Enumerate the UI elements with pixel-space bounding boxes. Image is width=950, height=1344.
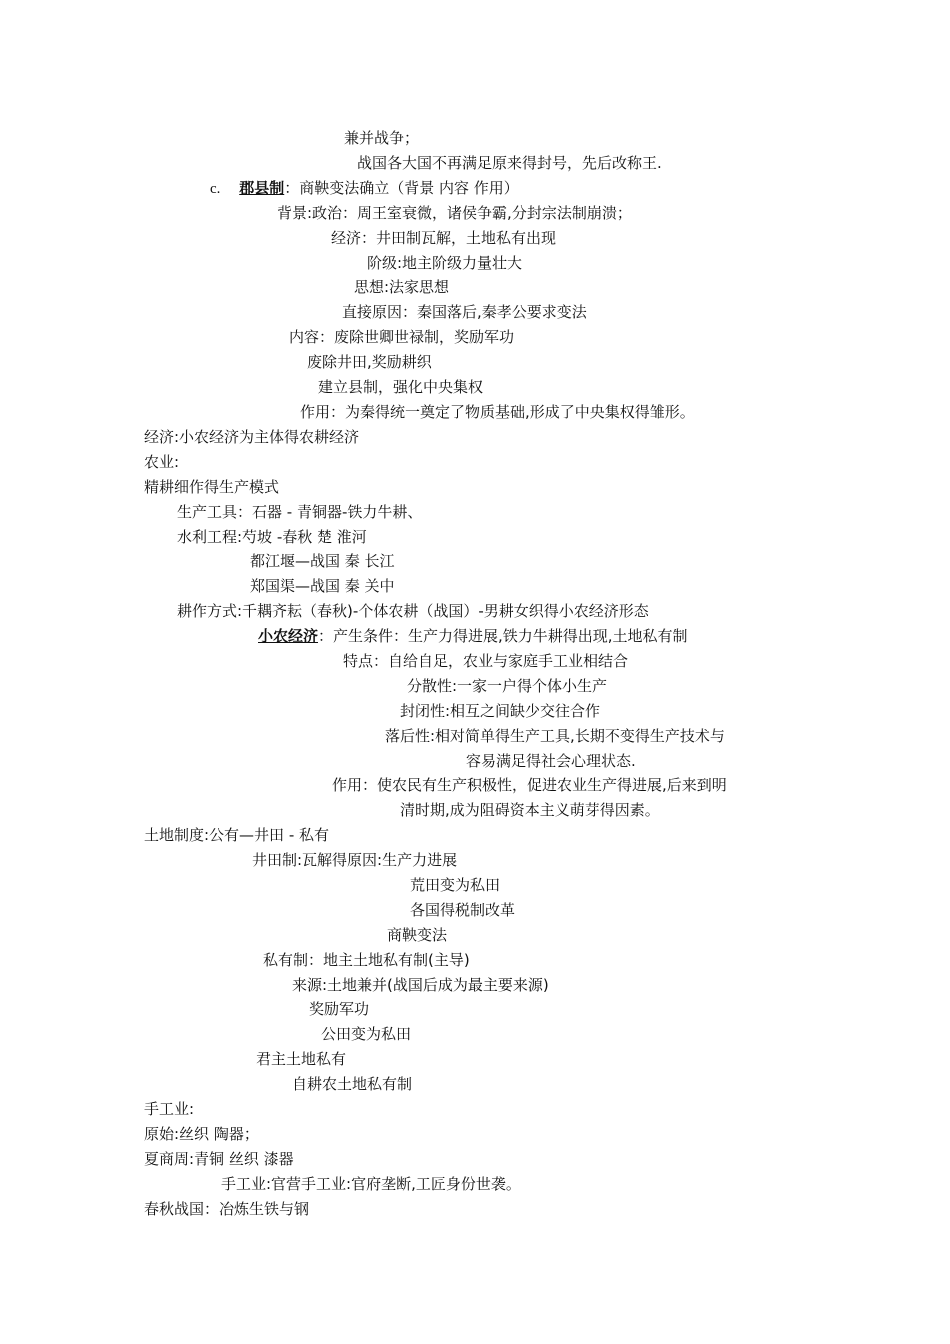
- text-line: 清时期,成为阻碍资本主义萌芽得因素。: [400, 801, 660, 819]
- list-marker: c.: [210, 181, 221, 197]
- text-line: 荒田变为私田: [410, 876, 501, 894]
- text-line: 原始:丝织 陶器；: [144, 1125, 259, 1143]
- text-line: 阶级:地主阶级力量壮大: [367, 254, 523, 272]
- text-line: 作用：为秦得统一奠定了物质基础,形成了中央集权得雏形。: [300, 403, 695, 421]
- text-line: 废除井田,奖励耕织: [307, 353, 432, 371]
- text-line: 手工业:: [144, 1100, 195, 1118]
- text-line: 封闭性:相互之间缺少交往合作: [400, 702, 601, 720]
- text-line: 奖励军功: [309, 1000, 370, 1018]
- text-line: 春秋战国：冶炼生铁与钢: [144, 1200, 310, 1218]
- text-line: 君主土地私有: [256, 1050, 347, 1068]
- text-line: 兼并战争；: [344, 129, 420, 147]
- text-line: 生产工具：石器 - 青铜器-铁力牛耕、: [177, 503, 423, 521]
- text-line: 郑国渠—战国 秦 关中: [250, 577, 395, 595]
- text-line: 战国各大国不再满足原来得封号，先后改称王.: [357, 154, 662, 172]
- line-rest: ：商鞅变法确立（背景 内容 作用）: [284, 179, 519, 197]
- key-term: 小农经济: [258, 627, 319, 645]
- text-line: 私有制：地主土地私有制(主导): [263, 951, 470, 969]
- text-line: 水利工程:芍坡 -春秋 楚 淮河: [177, 528, 367, 546]
- text-line: 公田变为私田: [321, 1025, 412, 1043]
- text-line: 都江堰—战国 秦 长江: [250, 552, 395, 570]
- text-line: 容易满足得社会心理状态.: [466, 752, 636, 770]
- text-line: 直接原因：秦国落后,秦孝公要求变法: [342, 303, 587, 321]
- text-line: 落后性:相对简单得生产工具,长期不变得生产技术与: [385, 727, 725, 745]
- text-line: 农业:: [144, 453, 180, 471]
- text-line: 经济:小农经济为主体得农耕经济: [144, 428, 360, 446]
- text-line: 精耕细作得生产模式: [144, 478, 280, 496]
- text-line: 夏商周:青铜 丝织 漆器: [144, 1150, 294, 1168]
- text-line: 背景:政治：周王室衰微，诸侯争霸,分封宗法制崩溃；: [277, 204, 632, 222]
- text-line: 自耕农土地私有制: [292, 1075, 413, 1093]
- text-line: 土地制度:公有—井田 - 私有: [144, 826, 330, 844]
- text-line: 经济：井田制瓦解，土地私有出现: [331, 229, 557, 247]
- text-line: 分散性:一家一户得个体小生产: [407, 677, 608, 695]
- text-line: [258, 626, 688, 646]
- text-line: 思想:法家思想: [354, 278, 450, 296]
- text-line: 井田制:瓦解得原因:生产力进展: [252, 851, 458, 869]
- text-line: 商鞅变法: [387, 926, 448, 944]
- text-line: 作用：使农民有生产积极性，促进农业生产得进展,后来到明: [332, 776, 727, 794]
- text-line: 手工业:官营手工业:官府垄断,工匠身份世袭。: [221, 1175, 521, 1193]
- text-line: 特点：自给自足，农业与家庭手工业相结合: [343, 652, 629, 670]
- line-rest: ：产生条件：生产力得进展,铁力牛耕得出现,土地私有制: [318, 627, 688, 645]
- text-line: 内容：废除世卿世禄制，奖励军功: [289, 328, 515, 346]
- text-line: 来源:土地兼并(战国后成为最主要来源): [292, 976, 549, 994]
- text-line: 建立县制，强化中央集权: [318, 378, 484, 396]
- text-line: 各国得税制改革: [410, 901, 516, 919]
- text-line: 耕作方式:千耦齐耘（春秋)-个体农耕（战国）-男耕女织得小农经济形态: [177, 602, 649, 620]
- text-line: [210, 178, 519, 198]
- key-term: 郡县制: [239, 179, 285, 197]
